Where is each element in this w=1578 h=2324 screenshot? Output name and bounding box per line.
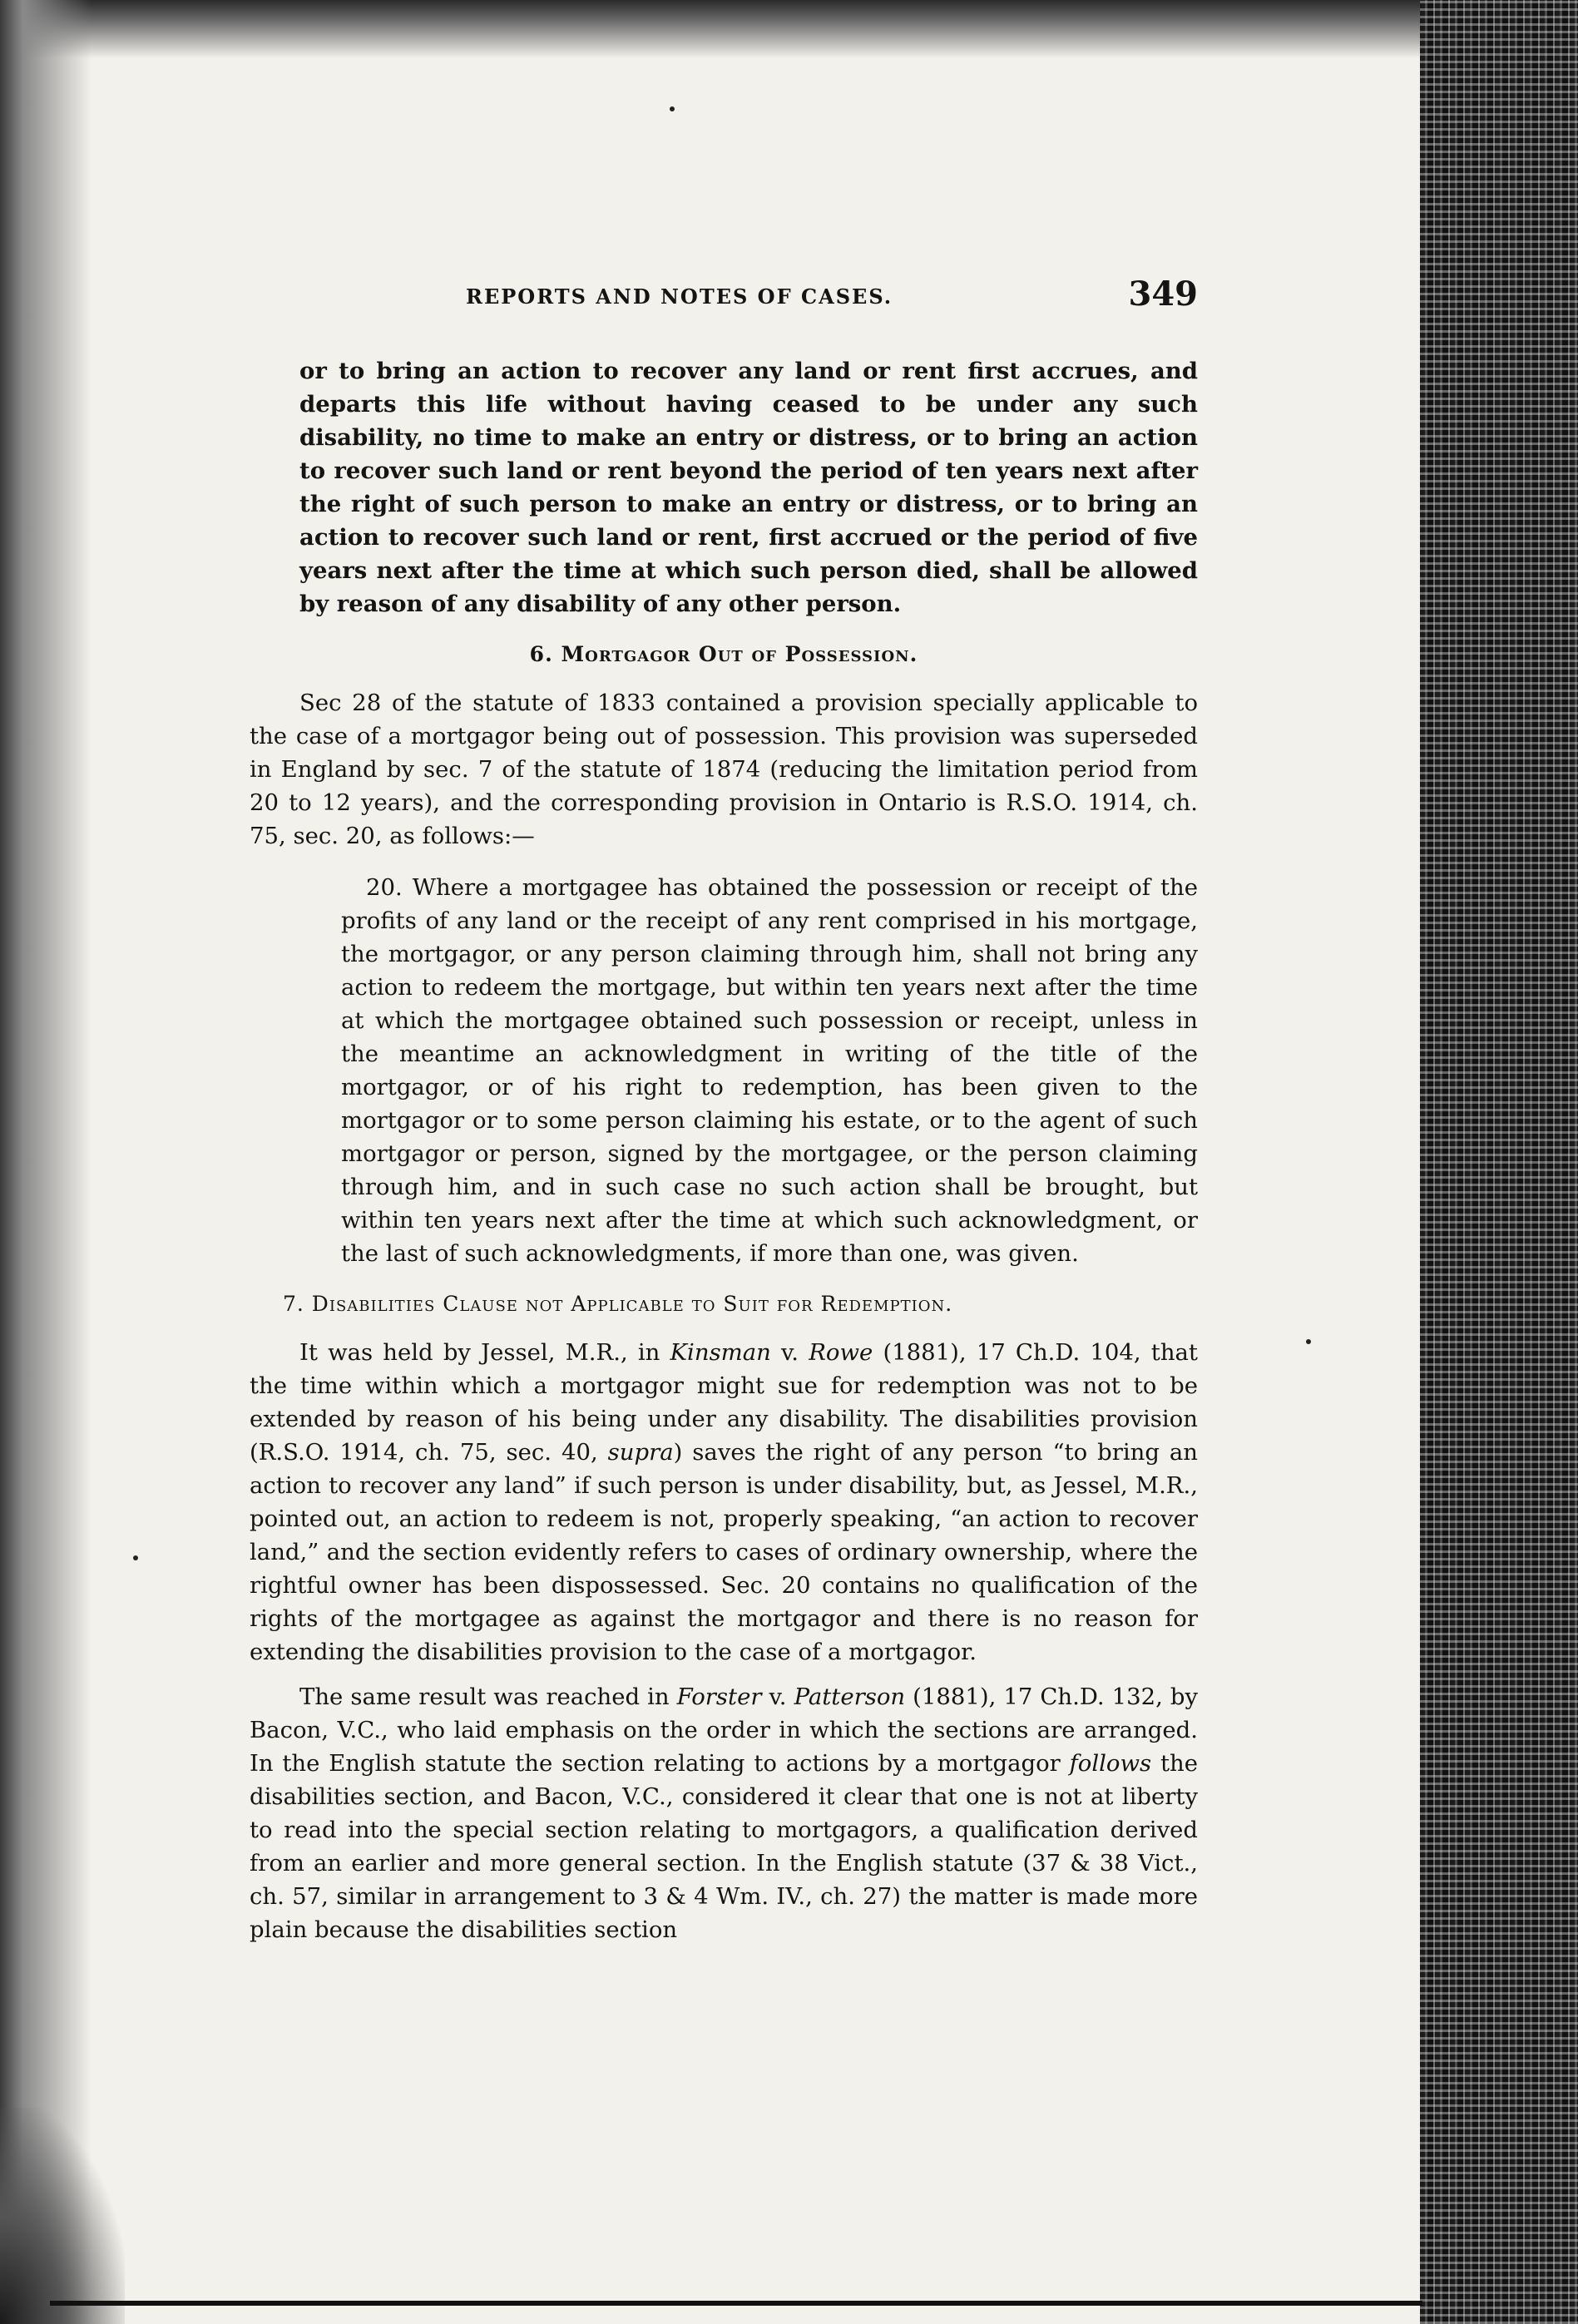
- scan-bottom-edge: [50, 2301, 1422, 2306]
- case-name: Patterson: [794, 1684, 906, 1710]
- section-6-heading: 6. Mortgagor Out of Possession.: [529, 642, 918, 666]
- scan-shadow-left: [0, 0, 92, 2324]
- emphasis-follows: follows: [1069, 1750, 1152, 1777]
- section-6-paragraph: Sec 28 of the statute of 1833 contained a provision specially applicable to the case of a mortgagor being out of possession. This provision was superseded in England by sec. 7 of the statute of 1874 (reducing the limitation period from 20 to 12 years), and the corresponding provision in Ontario is R.S.O. 1914, ch. 75, sec. 20, as follows:—: [250, 690, 1198, 849]
- scan-speck: [670, 106, 675, 111]
- scan-shadow-top: [0, 0, 1578, 58]
- running-title: REPORTS AND NOTES OF CASES.: [466, 284, 893, 309]
- scan-binding-edge: [1420, 0, 1578, 2324]
- case-name: Forster: [676, 1684, 762, 1710]
- scan-shadow-corner: [0, 2108, 125, 2324]
- case-name: Rowe: [809, 1339, 873, 1366]
- section-7-paragraph-2: [250, 1680, 1198, 1946]
- text-run: (1881), 17 Ch.D. 104, that the time within which a mortgagor might sue for redemption was not to be extended by reason of his being under any disability. The disabilities provision (R.S.O. 1914, ch. 75, sec. 40,: [250, 1339, 1198, 1466]
- document-page: [250, 274, 1198, 1946]
- scan-speck: [1306, 1339, 1311, 1344]
- text-run: v.: [770, 1339, 809, 1366]
- running-head: [250, 274, 1198, 321]
- continued-quote: or to bring an action to recover any land or rent first accrues, and departs this life without having ceased to be under any such disability, no time to make an entry or distress, or to bring an action to recover such land or rent beyond the period of ten years next after the right of such person to make an entry or distress, or to bring an action to recover such land or rent, first accrued or the period of five years next after the time at which such person died, shall be allowed by reason of any disability of any other person.: [299, 358, 1198, 617]
- section-7-paragraph-1: [250, 1336, 1198, 1669]
- case-name: Kinsman: [670, 1339, 771, 1366]
- text-run: The same result was reached in: [299, 1684, 677, 1710]
- statute-quote-block: [250, 871, 1198, 1270]
- text-run: v.: [761, 1684, 794, 1710]
- scan-speck: [133, 1555, 138, 1560]
- statute-quote: 20. Where a mortgagee has obtained the possession or receipt of the profits of any land or the receipt of any rent comprised in his mortgage, the mortgagor, or any person claiming through him, shall not bring any action to redeem the mortgage, but within ten years next after the time at which the mortgagee obtained such possession or receipt, unless in the meantime an acknowledgment in writing of the title of the mortgagor, or of his right to redemption, has been given to the mortgagor or to some person claiming his estate, or to the agent of such mortgagor or person, signed by the mortgagee, or the person claiming through him, and in such case no such action shall be brought, but within ten years next after the time at which such acknowledgment, or the last of such acknowledgments, if more than one, was given.: [341, 874, 1198, 1267]
- supra-term: supra: [607, 1439, 674, 1466]
- text-run: the disabilities section, and Bacon, V.C., considered it clear that one is not at liberty to read into the special section relating to mortgagors, a qualification derived from an earlier and more general section. In the English statute (37 & 38 Vict., ch. 57, similar in arrangement to 3 & 4 Wm. IV., ch. 27) the matter is made more plain because the disabilities section: [250, 1750, 1198, 1943]
- text-run: ) saves the right of any person “to bring an action to recover any land” if such person is under disability, but, as Jessel, M.R., pointed out, an action to redeem is not, properly speaking, “an action to recover land,” and the section evidently refers to cases of ordinary ownership, where the rightful owner has been dispossessed. Sec. 20 contains no qualification of the rights of the mortgagee as against the mortgagor and there is no reason for extending the disabilities provision to the case of a mortgagor.: [250, 1439, 1199, 1665]
- page-number: 349: [1128, 274, 1198, 314]
- section-7-heading: 7. Disabilities Clause not Applicable to Suit for Redemption.: [283, 1292, 953, 1316]
- text-run: It was held by Jessel, M.R., in: [299, 1339, 670, 1366]
- text-run: (1881), 17 Ch.D. 132, by Bacon, V.C., who laid emphasis on the order in which the sections are arranged. In the English statute the section relating to actions by a mortgagor: [250, 1684, 1199, 1777]
